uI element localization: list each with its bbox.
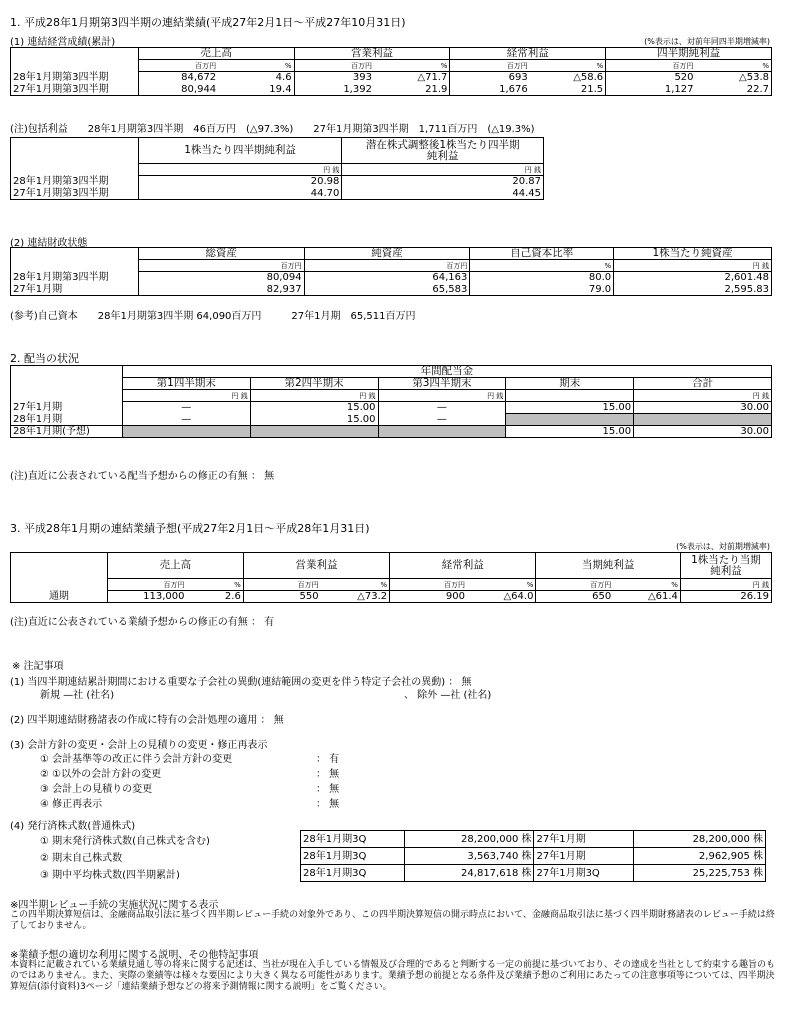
- cell: 693: [450, 72, 530, 84]
- note-3-value: ： 無: [316, 784, 340, 795]
- cell: 21.5: [530, 84, 606, 96]
- cell: 27年1月期: [534, 831, 634, 848]
- section-forecast-title: 3. 平成28年1月期の連結業績予想(平成27年2月1日～平成28年1月31日): [10, 522, 370, 535]
- cell: 900: [390, 591, 467, 603]
- cell: △53.8: [696, 72, 772, 84]
- note-3-value: ： 無: [316, 769, 340, 780]
- cell-shaded: [378, 426, 506, 438]
- header-diluted-eps-line2: 純利益: [426, 149, 459, 162]
- cell: 82,937: [138, 284, 304, 296]
- cell-shaded: [122, 426, 250, 438]
- note-4-item: ① 期末発行済株式数(自己株式を含む): [40, 836, 210, 847]
- cell: 20.98: [138, 176, 342, 188]
- unit: %: [530, 60, 606, 72]
- cell-shaded: [506, 414, 634, 426]
- header-diluted-eps: [342, 138, 544, 164]
- table-row: [301, 848, 766, 865]
- row-label: 27年1月期: [11, 284, 139, 296]
- unit: %: [218, 60, 294, 72]
- section-dividends-title: 2. 配当の状況: [10, 352, 79, 365]
- cell: 24,817,618 株: [404, 865, 534, 882]
- dividends-table: [10, 365, 772, 438]
- note-1: (1) 当四半期連結累計期間における重要な子会社の異動(連結範囲の変更を伴う特定子会社の異動) ： 無: [10, 677, 472, 688]
- section1-title: 1. 平成28年1月期第3四半期の連結業績(平成27年2月1日～平成27年10月31日): [10, 16, 406, 29]
- table-row: [301, 831, 766, 848]
- cell: 20.87: [342, 176, 544, 188]
- note-3-value: ： 有: [316, 754, 340, 765]
- cell: 28,200,000 株: [634, 831, 766, 848]
- cell: △61.4: [613, 591, 680, 603]
- unit: 百万円: [390, 579, 467, 591]
- cell: 25,225,753 株: [634, 865, 766, 882]
- table-row: [11, 176, 544, 188]
- header-annual-dividend: 年間配当金: [122, 366, 771, 378]
- cell: 64,163: [304, 272, 470, 284]
- row-label: 28年1月期(予想): [11, 426, 123, 438]
- fc-header-net-income: 当期純利益: [536, 553, 680, 579]
- cell: 44.45: [342, 188, 544, 200]
- unit: 円 銭: [680, 579, 771, 591]
- fc-header-sales: 売上高: [107, 553, 243, 579]
- cell: 79.0: [470, 284, 614, 296]
- cell: 30.00: [634, 426, 772, 438]
- unit: 円 銭: [122, 390, 250, 402]
- cell: 27年1月期3Q: [534, 865, 634, 882]
- section1-subtitle: (1) 連結経営成績(累計): [10, 37, 116, 48]
- forecast-usage-heading: ※業績予想の適切な利用に関する説明、その他特記事項: [10, 950, 259, 961]
- unit: 円 銭: [250, 390, 378, 402]
- header-operating-income: 営業利益: [294, 48, 450, 60]
- unit: 百万円: [243, 579, 320, 591]
- row-label: 27年1月期: [11, 402, 123, 414]
- note-1-new: 新規 —社 (社名): [40, 690, 115, 701]
- cell: 26.19: [680, 591, 771, 603]
- unit: 百万円: [536, 579, 613, 591]
- cell-shaded: [634, 414, 772, 426]
- unit: 円 銭: [378, 390, 506, 402]
- section1-note: (%表示は、対前年同四半期増減率): [644, 37, 770, 46]
- table-row: [11, 414, 772, 426]
- cell: 15.00: [506, 402, 634, 414]
- header-q3: 第3四半期末: [378, 378, 506, 390]
- cell: 2,595.83: [614, 284, 772, 296]
- cell: 550: [243, 591, 320, 603]
- cell: 44.70: [138, 188, 342, 200]
- cell: △71.7: [374, 72, 450, 84]
- unit: 百万円: [606, 60, 696, 72]
- row-label: 27年1月期第3四半期: [11, 84, 139, 96]
- cell: 80,094: [138, 272, 304, 284]
- cell: △58.6: [530, 72, 606, 84]
- table-row: [11, 402, 772, 414]
- cell: —: [378, 414, 506, 426]
- table-row: [11, 72, 772, 84]
- fc-header-operating-income: 営業利益: [243, 553, 389, 579]
- cell: 2,962,905 株: [634, 848, 766, 865]
- cell: —: [122, 414, 250, 426]
- header-net-income: 四半期純利益: [606, 48, 772, 60]
- forecast-table: [10, 552, 772, 603]
- row-label: 28年1月期: [11, 414, 123, 426]
- cell: 4.6: [218, 72, 294, 84]
- cell: 84,672: [138, 72, 218, 84]
- row-label: 28年1月期第3四半期: [11, 272, 139, 284]
- table-row: [11, 591, 772, 603]
- note-3-item: ③ 会計上の見積りの変更: [40, 784, 153, 795]
- note-1-excluded: 、 除外 —社 (社名): [404, 690, 492, 701]
- cell-shaded: [250, 426, 378, 438]
- operating-results-table: [10, 47, 772, 96]
- cell: 15.00: [250, 402, 378, 414]
- note-3-item: ② ①以外の会計方針の変更: [40, 769, 162, 780]
- fc-header-ordinary-income: 経常利益: [390, 553, 536, 579]
- notes-heading: ※ 注記事項: [12, 661, 64, 672]
- row-label: 28年1月期第3四半期: [11, 72, 139, 84]
- header-q1: 第1四半期末: [122, 378, 250, 390]
- unit: 円 銭: [342, 164, 544, 176]
- unit: 百万円: [294, 60, 374, 72]
- row-label: 27年1月期第3四半期: [11, 188, 139, 200]
- header-bps: 1株当たり純資産: [614, 248, 772, 260]
- cell: 65,583: [304, 284, 470, 296]
- cell: △64.0: [467, 591, 536, 603]
- row-label: 28年1月期第3四半期: [11, 176, 139, 188]
- cell: —: [378, 402, 506, 414]
- cell: 28,200,000 株: [404, 831, 534, 848]
- unit: 円 銭: [634, 390, 772, 402]
- cell: —: [122, 402, 250, 414]
- unit: 百万円: [138, 260, 304, 272]
- note-3-value: ： 無: [316, 799, 340, 810]
- review-text: この四半期決算短信は、金融商品取引法に基づく四半期レビュー手続の対象外であり、この四半期決算短信の開示時点において、金融商品取引法に基づく四半期財務諸表のレビュー手続は終了しておりません。: [10, 910, 775, 931]
- cell: 28年1月期3Q: [301, 865, 405, 882]
- unit: %: [696, 60, 772, 72]
- cell: 1,392: [294, 84, 374, 96]
- cell: 2,601.48: [614, 272, 772, 284]
- unit: 円 銭: [138, 164, 342, 176]
- eps-table: [10, 137, 544, 200]
- equity-reference: (参考)自己資本 28年1月期第3四半期 64,090百万円 27年1月期 65,511百万円: [10, 311, 416, 322]
- unit: %: [613, 579, 680, 591]
- cell: △73.2: [321, 591, 390, 603]
- fc-header-eps: [680, 553, 771, 579]
- unit: %: [374, 60, 450, 72]
- note-3-item: ④ 修正再表示: [40, 799, 103, 810]
- unit: 百万円: [304, 260, 470, 272]
- unit: %: [321, 579, 390, 591]
- shares-table: [300, 830, 766, 882]
- header-diluted-eps-line1: 潜在株式調整後1株当たり四半期: [365, 138, 520, 151]
- financial-position-table: [10, 247, 772, 296]
- cell: 393: [294, 72, 374, 84]
- table-row: [11, 84, 772, 96]
- header-ordinary-income: 経常利益: [450, 48, 606, 60]
- fc-header-eps-line1: 1株当たり当期: [691, 553, 761, 566]
- cell: 2.6: [186, 591, 243, 603]
- cell: 650: [536, 591, 613, 603]
- cell: 3,563,740 株: [404, 848, 534, 865]
- unit: %: [470, 260, 614, 272]
- review-heading: ※四半期レビュー手続の実施状況に関する表示: [10, 900, 219, 911]
- cell: 113,000: [107, 591, 186, 603]
- note-4-item: ② 期末自己株式数: [40, 853, 123, 864]
- cell: 80.0: [470, 272, 614, 284]
- section2-subtitle: (2) 連結財政状態: [10, 238, 88, 249]
- cell: 28年1月期3Q: [301, 848, 405, 865]
- header-equity-ratio: 自己資本比率: [470, 248, 614, 260]
- dividend-revision-note: (注)直近に公表されている配当予想からの修正の有無 ： 無: [10, 471, 275, 482]
- table-row: [301, 865, 766, 882]
- cell: 520: [606, 72, 696, 84]
- cell: 28年1月期3Q: [301, 831, 405, 848]
- cell: 1,127: [606, 84, 696, 96]
- table-row: [11, 426, 772, 438]
- note-4: (4) 発行済株式数(普通株式): [10, 821, 136, 832]
- forecast-revision-note: (注)直近に公表されている業績予想からの修正の有無 ： 有: [10, 617, 275, 628]
- note-3: (3) 会計方針の変更・会計上の見積りの変更・修正再表示: [10, 740, 268, 751]
- cell: 1,676: [450, 84, 530, 96]
- note-3-item: ① 会計基準等の改正に伴う会計方針の変更: [40, 754, 233, 765]
- cell: 15.00: [250, 414, 378, 426]
- comprehensive-income-note: (注)包括利益 28年1月期第3四半期 46百万円 (△97.3%) 27年1月期第3四半期 1,711百万円 (△19.3%): [10, 124, 535, 135]
- unit: 百万円: [450, 60, 530, 72]
- header-eps: 1株当たり四半期純利益: [138, 138, 342, 164]
- cell: 27年1月期: [534, 848, 634, 865]
- note-2: (2) 四半期連結財務諸表の作成に特有の会計処理の適用 ： 無: [10, 715, 284, 726]
- header-total-assets: 総資産: [138, 248, 304, 260]
- forecast-usage-text: 本資料に記載されている業績見通し等の将来に関する記述は、当社が現在入手している情報及び合理的であると判断する一定の前提に基づいており、その達成を当社として約束する趣旨のものではありません。また、実際の業績等は様々な要因により大きく異なる可能性があります。業績予想の前提となる条件及び業績予想のご利用にあたっての注意事項等については、四半期決算短信(添付資料)3ページ「連結業績予想などの将来予測情報に関する説明」をご覧ください。: [10, 960, 776, 992]
- header-year-end: 期末: [506, 378, 634, 390]
- cell: 19.4: [218, 84, 294, 96]
- note-4-item: ③ 期中平均株式数(四半期累計): [40, 870, 180, 881]
- cell: 30.00: [634, 402, 772, 414]
- table-row: [11, 188, 544, 200]
- unit: 百万円: [107, 579, 186, 591]
- header-q2: 第2四半期末: [250, 378, 378, 390]
- unit: 百万円: [138, 60, 218, 72]
- cell: 80,944: [138, 84, 218, 96]
- cell: 21.9: [374, 84, 450, 96]
- table-row: [11, 284, 772, 296]
- unit: %: [467, 579, 536, 591]
- fc-header-eps-line2: 純利益: [710, 564, 742, 577]
- header-sales: 売上高: [138, 48, 294, 60]
- unit: %: [186, 579, 243, 591]
- header-net-assets: 純資産: [304, 248, 470, 260]
- forecast-note-right: (%表示は、対前期増減率): [676, 542, 770, 551]
- table-row: [11, 272, 772, 284]
- header-total: 合計: [634, 378, 772, 390]
- unit: 円 銭: [614, 260, 772, 272]
- cell: 22.7: [696, 84, 772, 96]
- cell: 15.00: [506, 426, 634, 438]
- row-label: 通期: [11, 591, 108, 603]
